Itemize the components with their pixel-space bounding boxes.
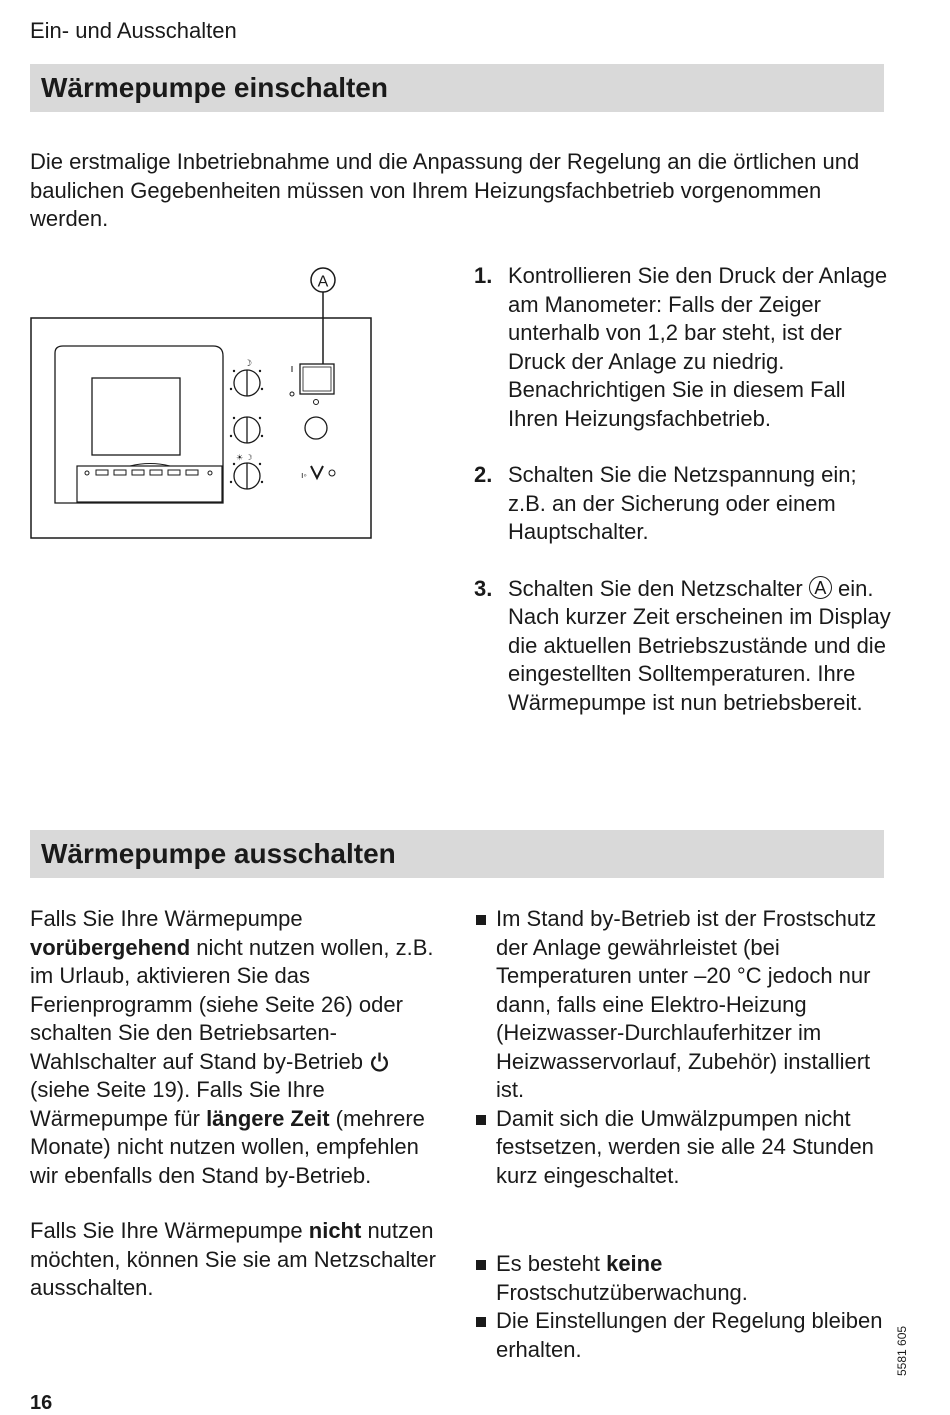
manometer: [305, 417, 327, 439]
bullet-marker: [476, 1260, 486, 1270]
bullet-group-switch-off: [474, 1250, 894, 1364]
text: Falls Sie Ihre Wärmepumpe: [30, 906, 303, 931]
text: Falls Sie Ihre Wärmepumpe: [30, 1218, 309, 1243]
section-heading-ausschalten: Wärmepumpe ausschalten: [30, 830, 884, 878]
step-text: Schalten Sie den Netzschalter: [508, 575, 803, 601]
bullet-item: [474, 1250, 894, 1307]
step-1: [474, 262, 894, 433]
emphasis: vorübergehend: [30, 934, 191, 960]
document-code: 5581 605: [895, 1325, 909, 1376]
step-3: [474, 575, 894, 718]
steps-list: [474, 262, 894, 745]
power-switch-label-a: A: [809, 576, 832, 599]
standby-icon: [369, 1051, 390, 1072]
paragraph-switch-off: [30, 1217, 450, 1303]
paragraph-standby: [30, 905, 450, 1190]
bullet-group-standby: [474, 905, 894, 1190]
text: nutzen möchten, können Sie sie am Netzschalter ausschalten.: [30, 1218, 436, 1300]
bullet-marker: [476, 1115, 486, 1125]
emphasis: keine: [606, 1251, 663, 1276]
svg-text:☽: ☽: [244, 358, 253, 368]
svg-text:ı◦: ı◦: [301, 470, 307, 480]
controller-housing: [55, 346, 223, 503]
text: (siehe Seite 19). Falls Sie Ihre Wärmepumpe für: [30, 1077, 325, 1131]
step-number: 1.: [474, 263, 493, 288]
text: nicht nutzen wollen, z.B. im Urlaub, aktivieren Sie das Ferienprogramm (siehe Seite 26) oder schalten Sie den Betriebsarten-Wahlschalter auf Stand by-Betrieb: [30, 934, 434, 1074]
bullet-item: [474, 1105, 894, 1191]
emphasis: längere Zeit: [206, 1105, 330, 1131]
running-head: Ein- und Ausschalten: [30, 18, 237, 43]
figure-label-a: A: [317, 273, 329, 291]
step-text: Kontrollieren Sie den Druck der Anlage am Manometer: Falls der Zeiger unterhalb von 1,2 bar steht, ist der Druck der Anlage zu niedrig. Benachrichtigen Sie in diesem Fall Ihren Heizungsfachbetrieb.: [508, 263, 888, 431]
intro-paragraph: Die erstmalige Inbetriebnahme und die Anpassung der Regelung an die örtlichen und baulichen Gegebenheiten müssen von Ihrem Heizungsfachbetrieb vorgenommen werden.: [30, 149, 860, 231]
function-keys: [85, 470, 212, 475]
display-screen: [92, 378, 180, 455]
page-number: 16: [30, 1392, 53, 1414]
left-column: [30, 905, 450, 1330]
bullet-text: Die Einstellungen der Regelung bleiben erhalten.: [496, 1308, 883, 1362]
bullet-marker: [476, 1317, 486, 1327]
right-column: [474, 905, 894, 1392]
control-panel-illustration: [30, 262, 375, 544]
section-heading-einschalten: Wärmepumpe einschalten: [30, 64, 884, 112]
emphasis: nicht: [308, 1218, 362, 1243]
bullet-text: Frostschutzüberwachung.: [496, 1279, 748, 1305]
bullet-text: Es besteht: [496, 1251, 607, 1276]
panel-frame: [31, 318, 371, 538]
bullet-item: [474, 1307, 894, 1364]
power-switch: [300, 364, 334, 394]
text: (mehrere Monate) nicht nutzen wollen, empfehlen wir ebenfalls den Stand by-Betrieb.: [30, 1105, 425, 1188]
svg-text:☀ ☽: ☀ ☽: [236, 453, 253, 462]
step-2: [474, 461, 894, 547]
bullet-marker: [476, 915, 486, 925]
step-number: 3.: [474, 575, 493, 601]
bullet-text: Im Stand by-Betrieb ist der Frostschutz der Anlage gewährleistet (bei Temperaturen unter –20 °C jedoch nur dann, falls eine Elektro-Heizung (Heizwasser-Durchlauferhitzer im Heizwasservorlauf, Zubehör) installiert ist.: [496, 906, 877, 1102]
step-text-cont: ein.: [837, 575, 874, 601]
logo-mark: [311, 466, 323, 478]
step-result: Nach kurzer Zeit erscheinen im Display die aktuellen Betriebszustände und die eingestellten Solltemperaturen. Ihre Wärmepumpe ist nun betriebsbereit.: [508, 604, 891, 715]
bullet-text: Damit sich die Umwälzpumpen nicht festsetzen, werden sie alle 24 Stunden kurz eingeschaltet.: [496, 1105, 874, 1188]
bullet-item: [474, 905, 894, 1105]
step-text: Schalten Sie die Netzspannung ein; z.B. an der Sicherung oder einem Hauptschalter.: [508, 462, 857, 544]
step-number: 2.: [474, 462, 493, 487]
knobs: [234, 370, 260, 489]
